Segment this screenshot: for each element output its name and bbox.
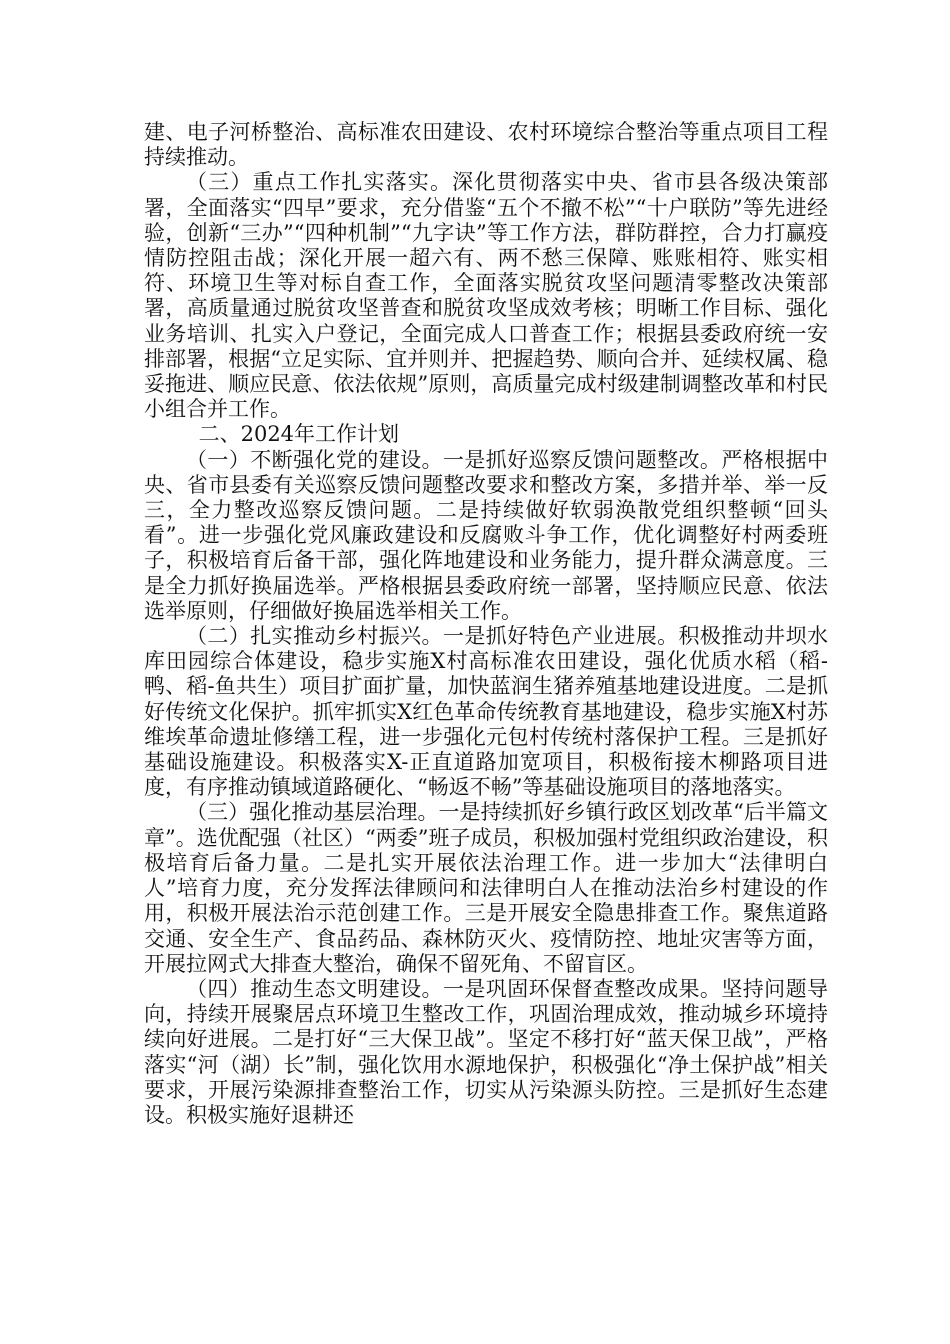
paragraph-ecological-civilization: （四）推动生态文明建设。一是巩固环保督查整改成果。坚持问题导向，持续开展聚居点环境卫生整改工作，巩固治理成效，推动城乡环境持续向好进展。二是打好“三大保卫战”。坚定不移打好“蓝天保卫战”，严格落实“河（湖）长”制，强化饮用水源地保护，积极强化“净土保护战”相关要求，开展污染源排查整治工作，切实从污染源头防控。三是抓好生态建设。积极实施好退耕还 — [144, 976, 828, 1127]
document-body — [144, 120, 828, 1128]
paragraph-rural-revitalization: （二）扎实推动乡村振兴。一是抓好特色产业进展。积极推动井坝水库田园综合体建设，稳步实施X村高标准农田建设，强化优质水稻（稻-鸭、稻-鱼共生）项目扩面扩量，加快蓝润生猪养殖基地建设进度。二是抓好传统文化保护。抓牢抓实X红色革命传统教育基地建设，稳步实施X村苏维埃革命遗址修缮工程，进一步强化元包村传统村落保护工程。三是抓好基础设施建设。积极落实X-正直道路加宽项目，积极衔接木柳路项目进度，有序推动镇域道路硬化、“畅返不畅”等基础设施项目的落地落实。 — [144, 624, 828, 800]
paragraph-grassroots-governance: （三）强化推动基层治理。一是持续抓好乡镇行政区划改革“后半篇文章”。选优配强（社区）“两委”班子成员，积极加强村党组织政治建设，积极培育后备力量。二是扎实开展依法治理工作。进一步加大“法律明白人”培育力度，充分发挥法律顾问和法律明白人在推动法治乡村建设的作用，积极开展法治示范创建工作。三是开展安全隐患排查工作。聚焦道路交通、安全生产、食品药品、森林防灭火、疫情防控、地址灾害等方面，开展拉网式大排查大整治，确保不留死角、不留盲区。 — [144, 800, 828, 976]
paragraph-party-building: （一）不断强化党的建设。一是抓好巡察反馈问题整改。严格根据中央、省市县委有关巡察反馈问题整改要求和整改方案，多措并举、举一反三，全力整改巡察反馈问题。二是持续做好软弱涣散党组织整顿“回头看”。进一步强化党风廉政建设和反腐败斗争工作，优化调整好村两委班子，积极培育后备干部，强化阵地建设和业务能力，提升群众满意度。三是全力抓好换届选举。严格根据县委政府统一部署，坚持顺应民意、依法选举原则，仔细做好换届选举相关工作。 — [144, 447, 828, 623]
paragraph-key-work: （三）重点工作扎实落实。深化贯彻落实中央、省市县各级决策部署，全面落实“四早”要求，充分借鉴“五个不撤不松”“十户联防”等先进经验，创新“三办”“四种机制”“九字诀”等工作方法，群防群控，合力打赢疫情防控阻击战；深化开展一超六有、两不愁三保障、账账相符、账实相符、环境卫生等对标自查工作，全面落实脱贫攻坚问题清零整改决策部署，高质量通过脱贫攻坚普查和脱贫攻坚成效考核；明晰工作目标、强化业务培训、扎实入户登记，全面完成人口普查工作；根据县委政府统一安排部署，根据“立足实际、宜并则并、把握趋势、顺向合并、延续权属、稳妥拖进、顺应民意、依法依规”原则，高质量完成村级建制调整改革和村民小组合并工作。 — [144, 170, 828, 422]
section-heading-2024-plan: 二、2024年工作计划 — [198, 422, 400, 447]
paragraph-continuation: 建、电子河桥整治、高标准农田建设、农村环境综合整治等重点项目工程持续推动。 — [144, 120, 828, 170]
